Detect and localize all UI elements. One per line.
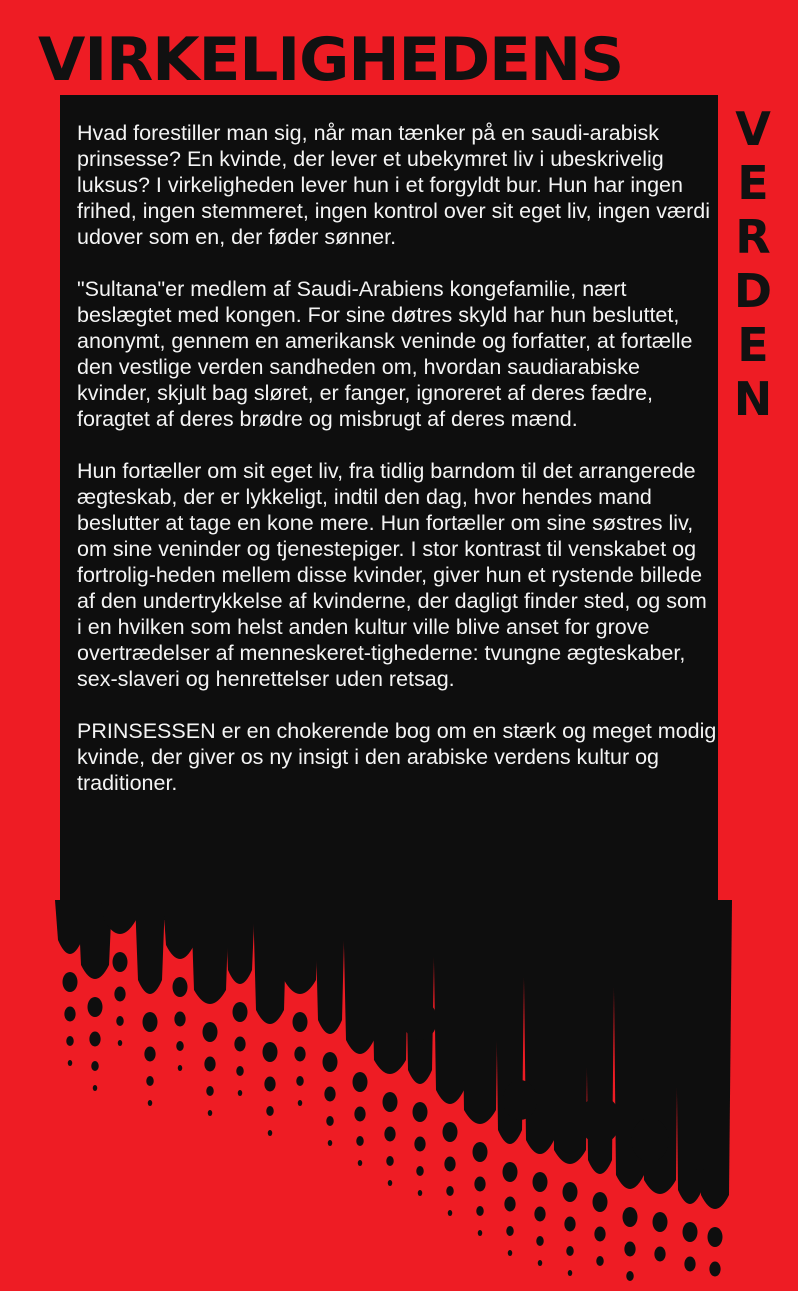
blurb-paragraph-4: PRINSESSEN er en chokerende bog om en stærk og meget modig kvinde, der giver os ny insigt i den arabiske verdens kultur og traditioner.	[77, 719, 717, 795]
title-top: VIRKELIGHEDENS	[38, 25, 624, 95]
blurb-paragraph-3: Hun fortæller om sit eget liv, fra tidlig barndom til det arrangerede ægteskab, der er lykkeligt, indtil den dag, hvor hendes mand beslutter at tage en kone mere. Hun fortæller om sine søstres liv, om sine veninder og tjenestepiger. I stor kontrast til venskabet og fortrolig-heden mellem disse kvinder, giver hun et rystende billede af den undertrykkelse af kvinderne, der dagligt finder sted, og som i en hvilken som helst anden kultur ville blive anset for grove overtrædelser af menneskeret-tighederne: tvungne ægteskaber, sex-slaveri og henrettelser uden retsag.	[77, 459, 707, 691]
blurb-text	[77, 120, 717, 822]
blurb-paragraph-1: Hvad forestiller man sig, når man tænker på en saudi-arabisk prinsesse? En kvinde, der lever et ubekymret liv i ubeskrivelig luksus? I virkeligheden lever hun i et forgyldt bur. Hun har ingen frihed, ingen stemmeret, ingen kontrol over sit eget liv, ingen værdi udover som en, der føder sønner.	[77, 121, 710, 249]
blurb-paragraph-2: "Sultana"er medlem af Saudi-Arabiens kongefamilie, nært beslægtet med kongen. For sine døtres skyld har hun besluttet, anonymt, gennem en amerikansk veninde og forfatter, at fortælle den vestlige verden sandheden om, hvordan saudiarabiske kvinder, skjult bag sløret, er fanger, ignoreret af deres fædre, foragtet af deres brødre og misbrugt af deres mænd.	[77, 277, 693, 431]
title-side-vertical: VERDEN	[726, 102, 780, 426]
